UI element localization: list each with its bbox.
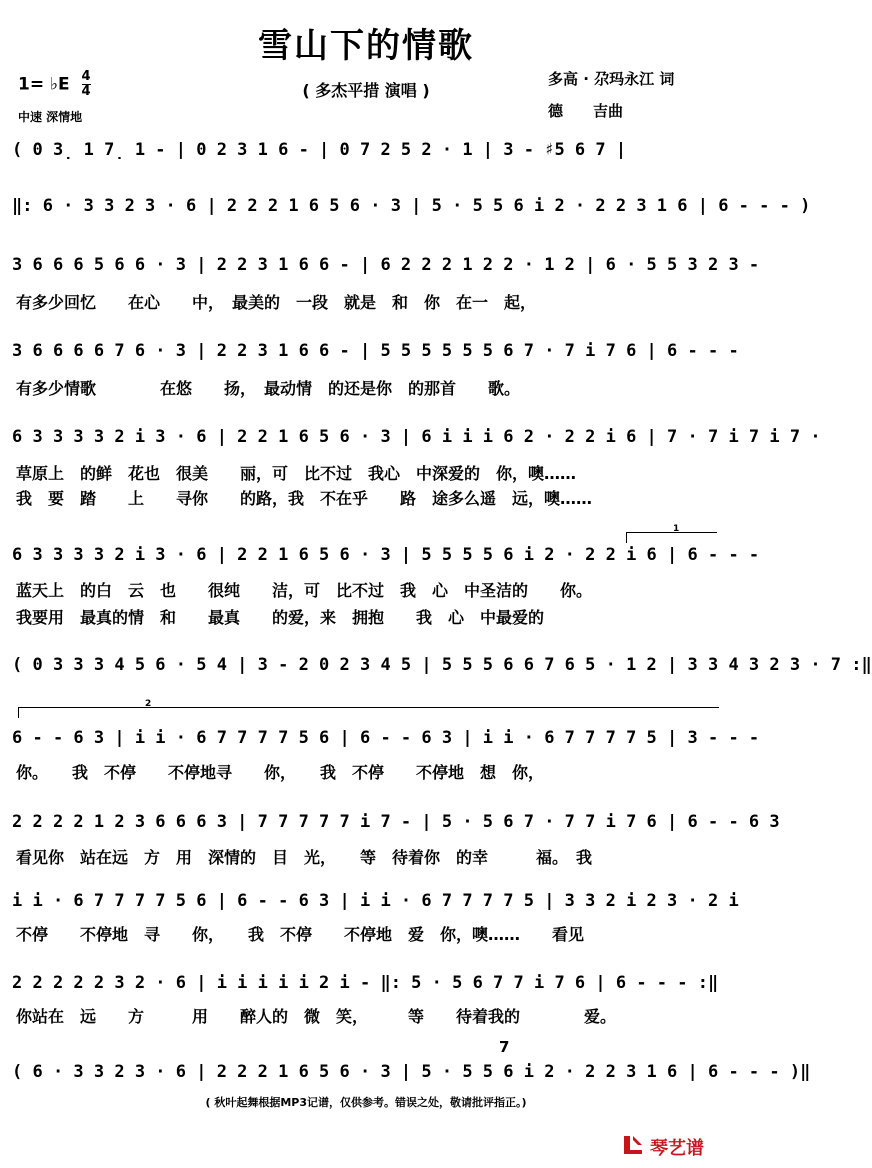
notation-row-3: 3 6 6 6 5 6 6 · 3 | 2 2 3 1 6 6 - | 6 2 2 2 1 2 2 · 1 2 | 6 · 5 5 3 2 3 - (12, 255, 760, 275)
lyricist-credit: 多高 · 尕玛永江 词 (548, 70, 675, 88)
composer-credit: 德 吉曲 (548, 102, 624, 120)
notation-row-6: 6 3 3 3 3 2 i 3 · 6 | 2 2 1 6 5 6 · 3 | 5 5 5 5 6 i 2 · 2 2 i 6 | 6 - - - (12, 545, 760, 565)
first-ending-label: 1 (673, 524, 680, 534)
notation-row-5: 6 3 3 3 3 2 i 3 · 6 | 2 2 1 6 5 6 · 3 | 6 i i i 6 2 · 2 2 i 6 | 7 · 7 i 7 i 7 · (12, 427, 821, 447)
song-title: 雪山下的情歌 (258, 26, 474, 66)
lyric-line-4: 我 要 踏 上 寻你 的路，我 不在乎 路 途多么遥 远，噢…… (16, 489, 593, 508)
lyric-line-8: 看见你 站在远 方 用 深情的 目 光， 等 待着你 的幸 福。 我 (16, 848, 593, 867)
notation-row-2: ‖: 6 · 3 3 2 3 · 6 | 2 2 2 1 6 5 6 · 3 | 5 · 5 5 6 i 2 · 2 2 3 1 6 | 6 - - - ) (12, 196, 811, 216)
watermark-text: 琴艺谱 (650, 1138, 704, 1159)
performer-subtitle: ( 多杰平措 演唱 ) (302, 81, 430, 100)
notation-row-7: ( 0 3 3 3 4 5 6 · 5 4 | 3 - 2 0 2 3 4 5 | 5 5 5 6 6 7 6 5 · 1 2 | 3 3 4 3 2 3 · 7 :‖ (12, 655, 872, 675)
time-signature (82, 70, 91, 99)
second-ending-bracket (18, 699, 719, 718)
notation-row-11: 2 2 2 2 2 3 2 · 6 | i i i i i 2 i - ‖: 5 · 5 6 7 7 i 7 6 | 6 - - - :‖ (12, 973, 719, 993)
notation-row-1: ( 0 3̣ 1 7̣ 1 - | 0 2 3 1 6 - | 0 7 2 5 2 · 1 | 3 - ♯5 6 7 | (12, 140, 627, 160)
time-denominator: 4 (81, 84, 91, 99)
notation-row-10: i i · 6 7 7 7 7 5 6 | 6 - - 6 3 | i i · 6 7 7 7 7 5 | 3 3 2 i 2 3 · 2 i (12, 891, 739, 911)
lyric-line-3: 草原上 的鲜 花也 很美 丽，可 比不过 我心 中深爱的 你，噢…… (16, 464, 577, 483)
time-numerator: 4 (81, 69, 91, 84)
key-signature (18, 70, 91, 99)
transcription-note: ( 秋叶起舞根据MP3记谱，仅供参考。错误之处，敬请批评指正。) (205, 1096, 527, 1109)
lyric-line-10: 你站在 远 方 用 醉人的 微 笑， 等 待着我的 爱。 (16, 1007, 617, 1026)
fermata-marking (499, 1038, 509, 1056)
lyric-line-1: 有多少回忆 在心 中， 最美的 一段 就是 和 你 在一 起， (16, 293, 537, 312)
watermark-logo (620, 1130, 720, 1160)
notation-row-9: 2 2 2 2 1 2 3 6 6 6 3 | 7 7 7 7 7 i 7 - | 5 · 5 6 7 · 7 7 i 7 6 | 6 - - 6 3 (12, 812, 780, 832)
lyric-line-6: 我要用 最真的情 和 最真 的爱，来 拥抱 我 心 中最爱的 (16, 608, 545, 627)
lyric-line-5: 蓝天上 的白 云 也 很纯 洁，可 比不过 我 心 中圣洁的 你。 (16, 581, 593, 600)
first-ending-bracket (626, 524, 717, 543)
key-label: 1= ♭E (18, 74, 70, 95)
tempo-marking: 中速 深情地 (18, 110, 83, 124)
lyric-line-2: 有多少情歌 在悠 扬， 最动情 的还是你 的那首 歌。 (16, 379, 521, 398)
notation-row-12: ( 6 · 3 3 2 3 · 6 | 2 2 2 1 6 5 6 · 3 | 5 · 5 5 6 i 2 · 2 2 3 1 6 | 6 - - - )‖ (12, 1062, 811, 1082)
lyric-line-7: 你。 我 不停 不停地寻 你， 我 不停 不停地 想 你， (16, 763, 545, 782)
lyric-line-9: 不停 不停地 寻 你， 我 不停 不停地 爱 你，噢…… 看见 (16, 925, 585, 944)
notation-row-4: 3 6 6 6 6 7 6 · 3 | 2 2 3 1 6 6 - | 5 5 5 5 5 5 6 7 · 7 i 7 6 | 6 - - - (12, 341, 739, 361)
second-ending-label: 2 (145, 699, 152, 709)
logo-icon (620, 1132, 646, 1158)
fermata-note: 7 (499, 1038, 510, 1056)
notation-row-8: 6 - - 6 3 | i i · 6 7 7 7 7 5 6 | 6 - - 6 3 | i i · 6 7 7 7 7 5 | 3 - - - (12, 728, 760, 748)
